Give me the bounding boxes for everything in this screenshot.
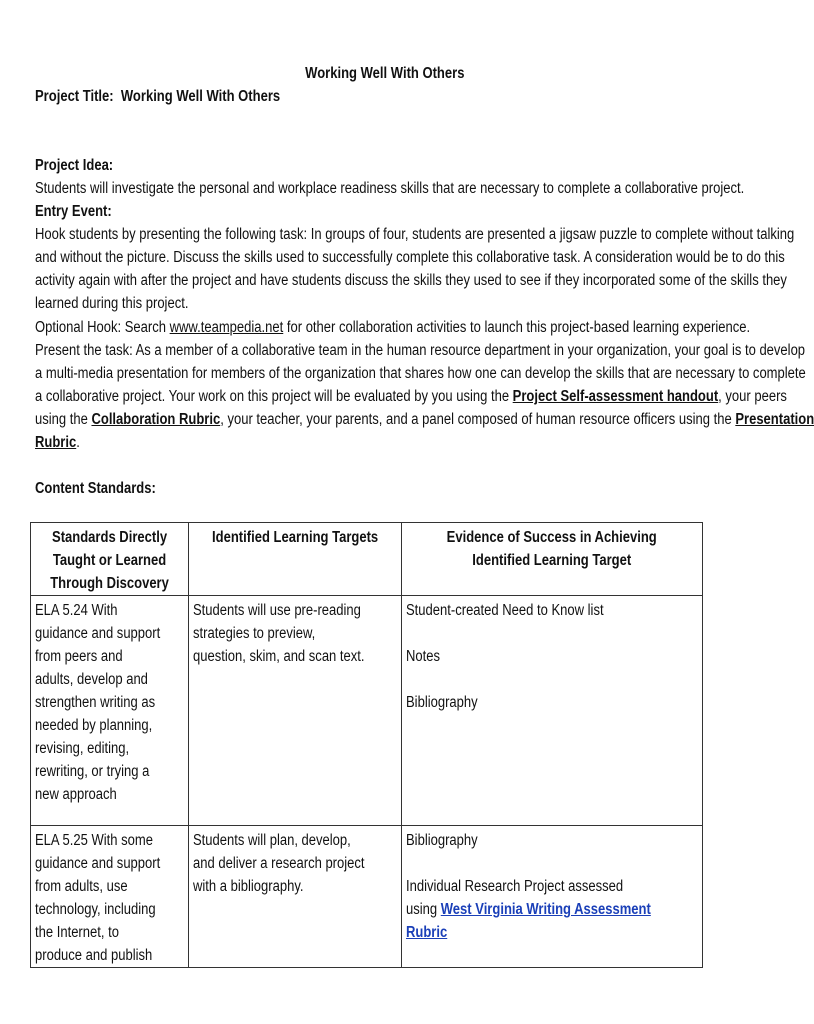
evidence-cell xyxy=(402,596,702,826)
entry-event-label: Entry Event: xyxy=(35,203,112,220)
document-heading: Working Well With Others xyxy=(305,65,465,82)
target-cell xyxy=(189,826,402,968)
evidence-cell xyxy=(402,826,702,968)
collaboration-rubric-link[interactable]: Collaboration Rubric xyxy=(91,411,221,428)
table-row xyxy=(31,596,703,826)
standard-cell xyxy=(31,596,189,826)
cell-line: produce and publish xyxy=(35,947,153,964)
entry-event-line: Hook students by presenting the following task: In groups of four, students are presented a jigsaw puzzle to complete without talking xyxy=(35,226,795,243)
header-text: Taught or Learned xyxy=(52,552,167,569)
header-cell-targets xyxy=(189,523,402,596)
task-text: a collaborative project. Your work on this project will be evaluated by you using the xyxy=(35,388,513,405)
cell-line: strategies to preview, xyxy=(193,625,316,642)
cell-line xyxy=(406,668,651,691)
wv-writing-assessment-link[interactable]: West Virginia Writing Assessment xyxy=(441,901,652,918)
standards-table xyxy=(30,522,703,968)
cell-line: Students will plan, develop, xyxy=(193,832,351,849)
cell-line: from adults, use xyxy=(35,878,128,895)
cell-line: ELA 5.24 With xyxy=(35,602,118,619)
cell-line: Bibliography xyxy=(406,694,478,711)
content-standards-label: Content Standards: xyxy=(35,480,156,497)
presentation-rubric-link-cont[interactable]: Rubric xyxy=(35,434,77,451)
optional-hook-line xyxy=(35,316,750,339)
table-header-row xyxy=(31,523,703,596)
cell-line: ELA 5.25 With some xyxy=(35,832,153,849)
target-cell xyxy=(189,596,402,826)
table-row xyxy=(31,826,703,968)
cell-line: the Internet, to xyxy=(35,924,119,941)
cell-line: technology, including xyxy=(35,901,156,918)
task-line: Present the task: As a member of a collaborative team in the human resource department in your organization, your goal is to develop xyxy=(35,342,806,359)
cell-line: revising, editing, xyxy=(35,740,130,757)
cell-line: from peers and xyxy=(35,648,123,665)
header-text: Identified Learning Target xyxy=(472,552,632,569)
optional-hook-text-end: for other collaboration activities to launch this project-based learning experience. xyxy=(283,319,751,336)
cell-line: Student-created Need to Know list xyxy=(406,602,604,619)
task-text: . xyxy=(76,434,80,451)
cell-line: adults, develop and xyxy=(35,671,148,688)
project-title-value: Working Well With Others xyxy=(120,88,281,105)
task-line: a multi-media presentation for members of the organization that shares how one can develop the skills that are necessary to complete xyxy=(35,365,806,382)
project-title-line xyxy=(35,85,280,108)
cell-line: Students will use pre-reading xyxy=(193,602,362,619)
cell-line: Individual Research Project assessed xyxy=(406,878,624,895)
task-line xyxy=(35,431,80,454)
cell-text: using xyxy=(406,901,442,918)
presentation-rubric-link[interactable]: Presentation xyxy=(735,411,814,428)
optional-hook-text: Optional Hook: Search xyxy=(35,319,170,336)
self-assessment-handout-link[interactable]: Project Self-assessment handout xyxy=(512,388,719,405)
header-text: Identified Learning Targets xyxy=(212,529,379,546)
header-text: Standards Directly xyxy=(52,529,168,546)
cell-line: needed by planning, xyxy=(35,717,153,734)
task-line xyxy=(35,385,787,408)
project-idea-text: Students will investigate the personal and workplace readiness skills that are necessary to complete a collaborative project. xyxy=(35,180,745,197)
cell-line: strengthen writing as xyxy=(35,694,156,711)
entry-event-line: learned during this project. xyxy=(35,295,189,312)
header-cell-standards xyxy=(31,523,189,596)
task-text: , your teacher, your parents, and a panel composed of human resource officers using the xyxy=(220,411,736,428)
cell-line xyxy=(406,852,651,875)
project-idea-label: Project Idea: xyxy=(35,157,114,174)
cell-line: question, skim, and scan text. xyxy=(193,648,365,665)
cell-line: new approach xyxy=(35,786,117,803)
cell-line: guidance and support xyxy=(35,855,161,872)
cell-line: guidance and support xyxy=(35,625,161,642)
project-title-label: Project Title: xyxy=(35,88,114,105)
task-text: , your peers xyxy=(718,388,787,405)
task-text: using the xyxy=(35,411,92,428)
standard-cell xyxy=(31,826,189,968)
wv-writing-assessment-link-cont[interactable]: Rubric xyxy=(406,924,448,941)
cell-line: rewriting, or trying a xyxy=(35,763,150,780)
cell-line: Notes xyxy=(406,648,441,665)
teampedia-link[interactable]: www.teampedia.net xyxy=(169,319,284,336)
cell-line xyxy=(406,622,651,645)
cell-line: with a bibliography. xyxy=(193,878,304,895)
task-line xyxy=(35,408,814,431)
cell-line: and deliver a research project xyxy=(193,855,365,872)
entry-event-line: and without the picture. Discuss the skills used to successfully complete this collaborative task. A consideration would be to do this xyxy=(35,249,785,266)
cell-line xyxy=(406,921,651,944)
entry-event-line: activity again with after the project and have students discuss the skills they used to see if they incorporated some of the skills they xyxy=(35,272,787,289)
header-text: Through Discovery xyxy=(50,575,169,592)
header-text: Evidence of Success in Achieving xyxy=(446,529,658,546)
header-cell-evidence xyxy=(402,523,702,596)
cell-line: Bibliography xyxy=(406,832,478,849)
cell-line xyxy=(406,898,651,921)
